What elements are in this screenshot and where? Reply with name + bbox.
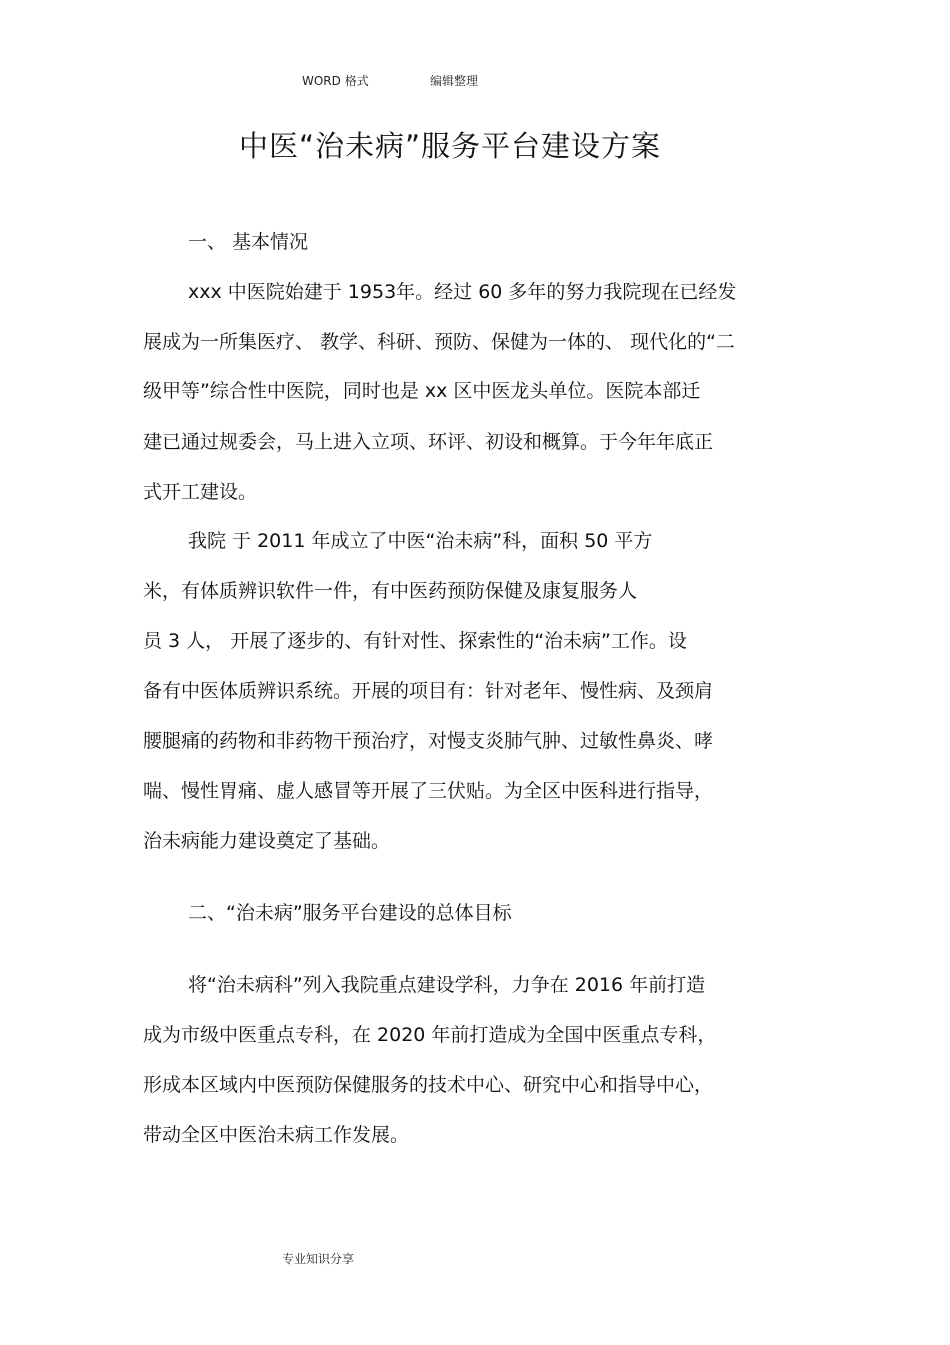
paragraph-line: 建已通过规委会，马上进入立项、环评、初设和概算。于今年年底正 xyxy=(143,431,714,453)
document-title: 中医“治未病”服务平台建设方案 xyxy=(238,129,662,163)
header-format-label: WORD 格式 xyxy=(302,74,369,88)
paragraph-line: 治未病能力建设奠定了基础。 xyxy=(143,830,391,852)
footer-label: 专业知识分享 xyxy=(282,1252,355,1266)
paragraph-line: 备有中医体质辨识系统。开展的项目有：针对老年、慢性病、及颈肩 xyxy=(143,680,714,702)
paragraph-line: 展成为一所集医疗、 教学、科研、预防、保健为一体的、 现代化的“二 xyxy=(143,331,735,353)
paragraph-line: 成为市级中医重点专科，在 2020 年前打造成为全国中医重点专科， xyxy=(143,1024,717,1046)
paragraph-line: 带动全区中医治未病工作发展。 xyxy=(143,1124,410,1146)
header-edit-label: 编辑整理 xyxy=(430,74,479,88)
paragraph-line: 员 3 人， 开展了逐步的、有针对性、探索性的“治未病”工作。设 xyxy=(143,630,687,652)
paragraph-line: 形成本区域内中医预防保健服务的技术中心、研究中心和指导中心， xyxy=(143,1074,714,1096)
paragraph-line: 腰腿痛的药物和非药物干预治疗，对慢支炎肺气肿、过敏性鼻炎、哮 xyxy=(143,730,714,752)
paragraph-line: 级甲等”综合性中医院，同时也是 xx 区中医龙头单位。医院本部迁 xyxy=(143,380,701,402)
paragraph-line: 我院 于 2011 年成立了中医“治未病”科，面积 50 平方 xyxy=(188,530,653,552)
paragraph-line: 喘、慢性胃痛、虚人感冒等开展了三伏贴。为全区中医科进行指导， xyxy=(143,780,714,802)
paragraph-line: xxx 中医院始建于 1953年。经过 60 多年的努力我院现在已经发 xyxy=(188,281,737,303)
section2-heading: 二、“治未病”服务平台建设的总体目标 xyxy=(188,902,512,924)
paragraph-line: 米，有体质辨识软件一件，有中医药预防保健及康复服务人 xyxy=(143,580,638,602)
paragraph-line: 将“治未病科”列入我院重点建设学科，力争在 2016 年前打造 xyxy=(188,974,706,996)
paragraph-line: 式开工建设。 xyxy=(143,481,258,503)
section1-heading: 一、 基本情况 xyxy=(188,231,309,253)
